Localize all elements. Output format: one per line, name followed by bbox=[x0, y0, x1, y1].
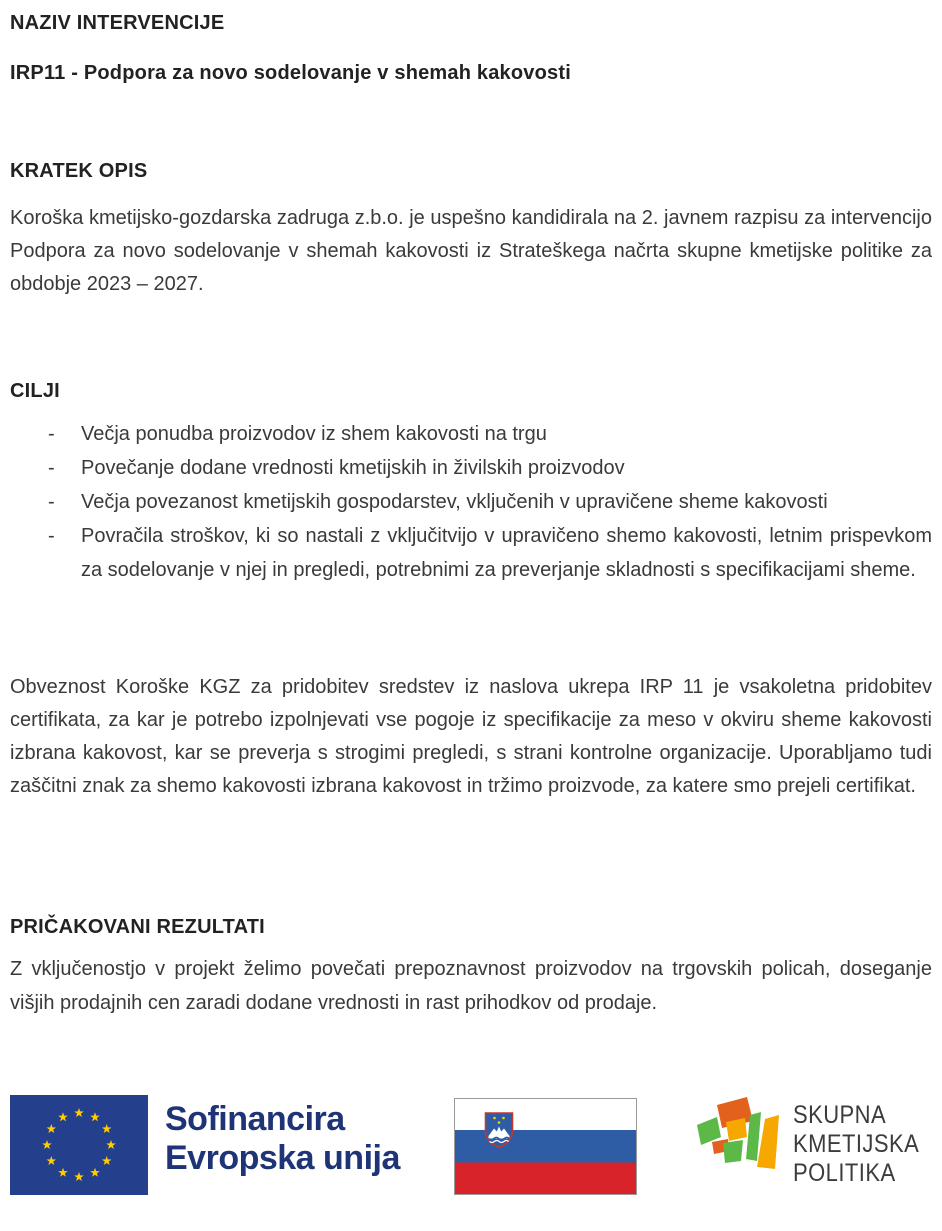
eu-logo-text-line2: Evropska unija bbox=[165, 1139, 400, 1177]
kratek-opis-paragraph: Koroška kmetijsko-gozdarska zadruga z.b.o. je uspešno kandidirala na 2. javnem razpisu za intervencijo Podpora za novo sodelovanje v shemah kakovosti iz Strateškega načrta skupne kmetijske politike za obdobje 2023 – 2027. bbox=[10, 207, 932, 295]
bullet-marker: - bbox=[48, 423, 55, 445]
intervention-title: IRP11 - Podpora za novo sodelovanje v shemah kakovosti bbox=[10, 62, 571, 84]
cilji-heading: CILJI bbox=[10, 380, 60, 402]
footer-logos bbox=[0, 1093, 942, 1198]
skp-logo bbox=[695, 1095, 936, 1188]
skp-logo-text-line2: KMETIJSKA bbox=[793, 1130, 920, 1158]
rezultati-paragraph: Z vključenostjo v projekt želimo povečati prepoznavnost proizvodov na trgovskih policah, doseganje višjih prodajnih cen zaradi dodane vrednosti in rast prihodkov od prodaje. bbox=[10, 958, 932, 1014]
skp-logo-icon bbox=[695, 1095, 790, 1177]
eu-flag-icon bbox=[10, 1095, 148, 1195]
skp-logo-text-line1: SKUPNA bbox=[793, 1101, 887, 1129]
slovenia-flag-icon bbox=[454, 1098, 637, 1195]
bullet-marker: - bbox=[48, 457, 55, 479]
list-item bbox=[10, 485, 932, 519]
eu-logo-text bbox=[165, 1100, 400, 1178]
list-item bbox=[10, 519, 932, 587]
bullet-marker: - bbox=[48, 525, 55, 547]
list-item bbox=[10, 451, 932, 485]
cilji-list bbox=[10, 417, 932, 587]
obveznost-paragraph: Obveznost Koroške KGZ za pridobitev sredstev iz naslova ukrepa IRP 11 je vsakoletna pridobitev certifikata, za kar je potrebo izpolnjevati vse pogoje iz specifikacije za meso v okviru sheme kakovosti izbrana kakovost, kar se preverja s strogimi pregledi, s strani kontrolne organizacije. Uporabljamo tudi zaščitni znak za shemo kakovosti izbrana kakovost in tržimo proizvode, za katere smo prejeli certifikat. bbox=[10, 676, 932, 797]
kratek-opis-heading: KRATEK OPIS bbox=[10, 160, 148, 182]
skp-logo-text-line3: POLITIKA bbox=[793, 1159, 896, 1187]
eu-logo-text-line1: Sofinancira bbox=[165, 1100, 345, 1138]
list-item-text: Večja povezanost kmetijskih gospodarstev, vključenih v upravičene sheme kakovosti bbox=[81, 491, 828, 513]
list-item-text: Večja ponudba proizvodov iz shem kakovosti na trgu bbox=[81, 423, 547, 445]
naziv-heading: NAZIV INTERVENCIJE bbox=[10, 12, 225, 34]
eu-cofunding-logo bbox=[10, 1095, 400, 1195]
list-item-text: Povečanje dodane vrednosti kmetijskih in živilskih proizvodov bbox=[81, 457, 625, 479]
rezultati-heading: PRIČAKOVANI REZULTATI bbox=[10, 916, 265, 938]
list-item-text: Povračila stroškov, ki so nastali z vključitvijo v upravičeno shemo kakovosti, letnim prispevkom za sodelovanje v njej in pregledi, potrebnimi za preverjanje skladnosti s specifikacijami sheme. bbox=[81, 525, 932, 581]
list-item bbox=[10, 417, 932, 451]
skp-logo-text bbox=[793, 1101, 919, 1188]
bullet-marker: - bbox=[48, 491, 55, 513]
